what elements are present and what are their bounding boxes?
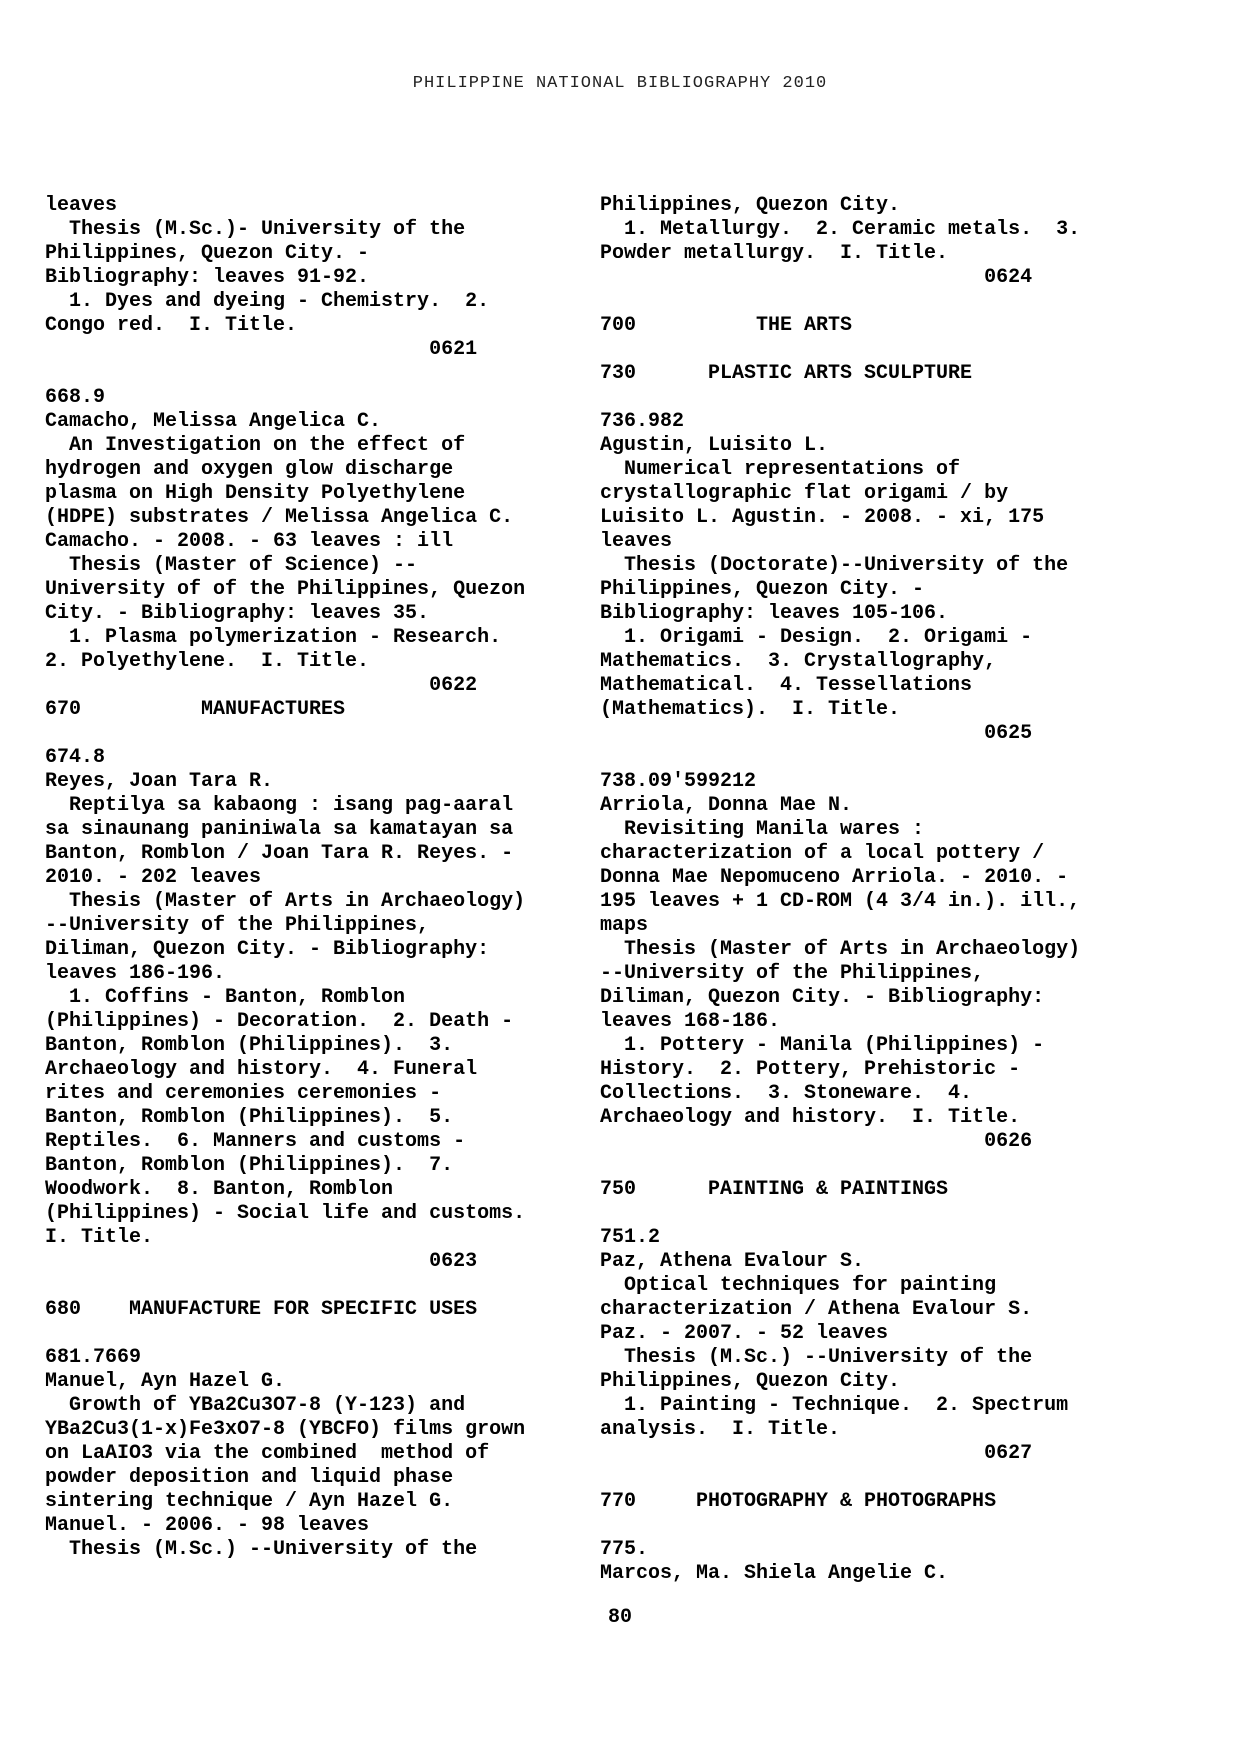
text-line: 668.9: [45, 386, 106, 409]
text-line: [600, 746, 1110, 770]
text-line: 670 MANUFACTURES: [45, 698, 346, 721]
text-line: Camacho. - 2008. - 63 leaves : ill: [45, 530, 454, 553]
text-line: [600, 1514, 1110, 1538]
text-line: 750 PAINTING & PAINTINGS: [600, 1178, 949, 1201]
text-line: rites and ceremonies ceremonies -: [45, 1082, 442, 1105]
text-line: 681.7669: [45, 1346, 142, 1369]
text-line: Mathematical. 4. Tessellations: [600, 674, 973, 697]
text-line: 1. Dyes and dyeing - Chemistry. 2.: [45, 290, 490, 313]
text-line: [600, 290, 1110, 314]
text-line: Philippines, Quezon City. -: [600, 578, 925, 601]
text-line: Philippines, Quezon City.: [600, 1370, 901, 1393]
text-line: Manuel, Ayn Hazel G.: [45, 1370, 286, 1393]
text-line: Banton, Romblon (Philippines). 7.: [45, 1154, 454, 1177]
text-line: University of of the Philippines, Quezon: [45, 578, 526, 601]
text-line: Thesis (Master of Arts in Archaeology): [45, 890, 526, 913]
text-line: sintering technique / Ayn Hazel G.: [45, 1490, 454, 1513]
text-line: Archaeology and history. I. Title.: [600, 1106, 1021, 1129]
text-line: YBa2Cu3(1-x)Fe3xO7-8 (YBCFO) films grown: [45, 1418, 526, 1441]
text-line: Marcos, Ma. Shiela Angelie C.: [600, 1562, 949, 1585]
text-line: 195 leaves + 1 CD-ROM (4 3/4 in.). ill.,: [600, 890, 1081, 913]
text-line: Thesis (M.Sc.) --University of the: [45, 1538, 478, 1561]
text-line: 2010. - 202 leaves: [45, 866, 262, 889]
text-line: Agustin, Luisito L.: [600, 434, 829, 457]
text-line: powder deposition and liquid phase: [45, 1466, 454, 1489]
text-line: Collections. 3. Stoneware. 4.: [600, 1082, 973, 1105]
right-column: [600, 194, 1110, 1586]
text-line: 1. Plasma polymerization - Research.: [45, 626, 502, 649]
text-line: Reptilya sa kabaong : isang pag-aaral: [45, 794, 514, 817]
text-line: I. Title.: [45, 1226, 154, 1249]
text-line: leaves: [600, 530, 673, 553]
text-line: Thesis (Master of Arts in Archaeology): [600, 938, 1081, 961]
text-line: 738.09'599212: [600, 770, 757, 793]
text-line: (Mathematics). I. Title.: [600, 698, 901, 721]
text-line: 0627: [600, 1442, 1033, 1465]
text-line: Paz. - 2007. - 52 leaves: [600, 1322, 889, 1345]
text-line: 1. Coffins - Banton, Romblon: [45, 986, 406, 1009]
text-line: [45, 362, 555, 386]
text-line: [45, 1322, 555, 1346]
text-line: 751.2: [600, 1226, 661, 1249]
text-line: Congo red. I. Title.: [45, 314, 298, 337]
text-line: Diliman, Quezon City. - Bibliography:: [45, 938, 490, 961]
text-line: Manuel. - 2006. - 98 leaves: [45, 1514, 370, 1537]
text-line: Thesis (M.Sc.) --University of the: [600, 1346, 1033, 1369]
text-line: City. - Bibliography: leaves 35.: [45, 602, 430, 625]
text-line: 770 PHOTOGRAPHY & PHOTOGRAPHS: [600, 1490, 997, 1513]
text-line: --University of the Philippines,: [600, 962, 985, 985]
text-line: 680 MANUFACTURE FOR SPECIFIC USES: [45, 1298, 478, 1321]
text-line: leaves 168-186.: [600, 1010, 781, 1033]
text-line: characterization of a local pottery /: [600, 842, 1045, 865]
text-line: Growth of YBa2Cu3O7-8 (Y-123) and: [45, 1394, 466, 1417]
text-line: analysis. I. Title.: [600, 1418, 841, 1441]
text-line: [600, 1466, 1110, 1490]
text-line: leaves 186-196.: [45, 962, 226, 985]
text-line: [600, 386, 1110, 410]
text-line: (Philippines) - Social life and customs.: [45, 1202, 526, 1225]
text-line: 0622: [45, 674, 478, 697]
text-line: [600, 1202, 1110, 1226]
text-line: (HDPE) substrates / Melissa Angelica C.: [45, 506, 514, 529]
text-line: Luisito L. Agustin. - 2008. - xi, 175: [600, 506, 1045, 529]
text-line: 0621: [45, 338, 478, 361]
text-line: Camacho, Melissa Angelica C.: [45, 410, 382, 433]
text-line: Archaeology and history. 4. Funeral: [45, 1058, 478, 1081]
text-line: An Investigation on the effect of: [45, 434, 466, 457]
text-line: 730 PLASTIC ARTS SCULPTURE: [600, 362, 973, 385]
text-line: 700 THE ARTS: [600, 314, 853, 337]
text-line: plasma on High Density Polyethylene: [45, 482, 466, 505]
text-line: 0625: [600, 722, 1033, 745]
text-line: Banton, Romblon (Philippines). 3.: [45, 1034, 454, 1057]
text-line: History. 2. Pottery, Prehistoric -: [600, 1058, 1021, 1081]
text-line: Revisiting Manila wares :: [600, 818, 925, 841]
text-line: Woodwork. 8. Banton, Romblon: [45, 1178, 394, 1201]
text-line: Powder metallurgy. I. Title.: [600, 242, 949, 265]
text-line: [45, 722, 555, 746]
text-line: sa sinaunang paniniwala sa kamatayan sa: [45, 818, 514, 841]
left-column: [45, 194, 555, 1562]
text-line: [600, 338, 1110, 362]
text-line: Numerical representations of: [600, 458, 961, 481]
text-line: 1. Origami - Design. 2. Origami -: [600, 626, 1033, 649]
text-line: Mathematics. 3. Crystallography,: [600, 650, 997, 673]
text-line: 775.: [600, 1538, 649, 1561]
text-line: --University of the Philippines,: [45, 914, 430, 937]
text-line: on LaAIO3 via the combined method of: [45, 1442, 490, 1465]
text-line: (Philippines) - Decoration. 2. Death -: [45, 1010, 514, 1033]
text-line: Philippines, Quezon City.: [600, 194, 901, 217]
text-line: leaves: [45, 194, 118, 217]
text-line: crystallographic flat origami / by: [600, 482, 1009, 505]
text-line: 0624: [600, 266, 1033, 289]
text-line: [600, 1154, 1110, 1178]
text-line: Thesis (Master of Science) --: [45, 554, 418, 577]
text-line: Thesis (M.Sc.)- University of the: [45, 218, 466, 241]
text-line: 2. Polyethylene. I. Title.: [45, 650, 370, 673]
page-number: 80: [607, 1606, 632, 1629]
text-line: 0623: [45, 1250, 478, 1273]
text-line: Diliman, Quezon City. - Bibliography:: [600, 986, 1045, 1009]
text-line: characterization / Athena Evalour S.: [600, 1298, 1033, 1321]
text-line: 1. Painting - Technique. 2. Spectrum: [600, 1394, 1069, 1417]
text-line: maps: [600, 914, 649, 937]
text-line: hydrogen and oxygen glow discharge: [45, 458, 454, 481]
text-line: Thesis (Doctorate)--University of the: [600, 554, 1069, 577]
text-line: Bibliography: leaves 91-92.: [45, 266, 370, 289]
text-line: Optical techniques for painting: [600, 1274, 997, 1297]
running-head: PHILIPPINE NATIONAL BIBLIOGRAPHY 2010: [412, 74, 828, 93]
text-line: 0626: [600, 1130, 1033, 1153]
text-line: Banton, Romblon (Philippines). 5.: [45, 1106, 454, 1129]
text-line: Donna Mae Nepomuceno Arriola. - 2010. -: [600, 866, 1069, 889]
text-line: 736.982: [600, 410, 685, 433]
text-line: Reyes, Joan Tara R.: [45, 770, 274, 793]
text-line: 674.8: [45, 746, 106, 769]
text-line: Reptiles. 6. Manners and customs -: [45, 1130, 466, 1153]
text-line: 1. Pottery - Manila (Philippines) -: [600, 1034, 1045, 1057]
text-line: Philippines, Quezon City. -: [45, 242, 370, 265]
text-line: [45, 1274, 555, 1298]
text-line: Arriola, Donna Mae N.: [600, 794, 853, 817]
text-line: Banton, Romblon / Joan Tara R. Reyes. -: [45, 842, 514, 865]
text-line: Paz, Athena Evalour S.: [600, 1250, 865, 1273]
text-line: Bibliography: leaves 105-106.: [600, 602, 949, 625]
text-line: 1. Metallurgy. 2. Ceramic metals. 3.: [600, 218, 1081, 241]
